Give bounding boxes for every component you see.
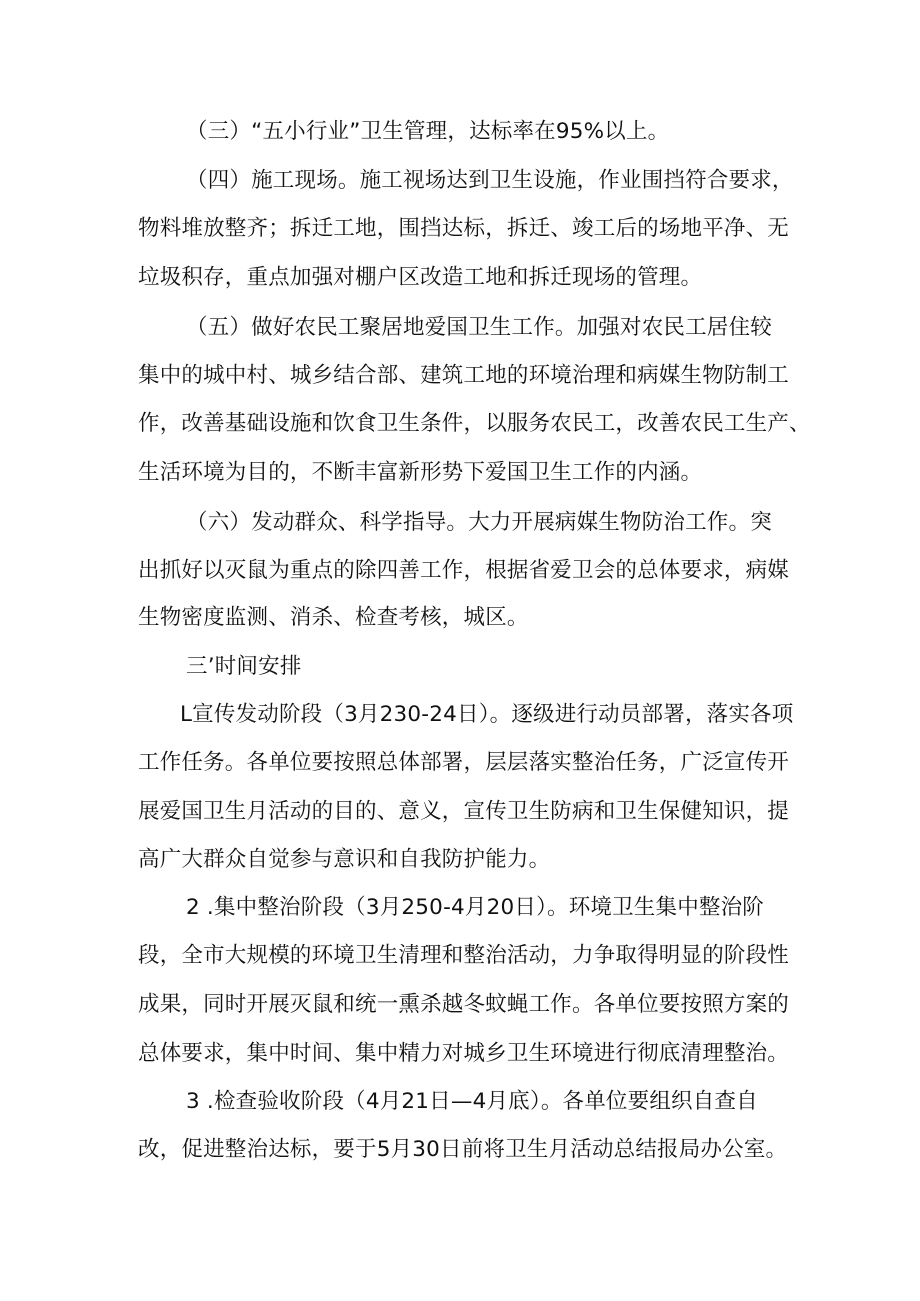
paragraph-line: （六）发动群众、科学指导。大力开展病媒生物防治工作。突 xyxy=(186,510,772,535)
paragraph-line: 出抓好以灭鼠为重点的除四善工作，根据省爱卫会的总体要求，病媒 xyxy=(138,558,790,583)
paragraph-line: 作，改善基础设施和饮食卫生条件，以服务农民工，改善农民工生产、 xyxy=(138,411,811,436)
paragraph-line: （三）“五小行业”卫生管理，达标率在95%以上。 xyxy=(186,119,670,144)
paragraph-line: 工作任务。各单位要按照总体部署，层层落实整治任务，广泛宣传开 xyxy=(138,750,790,775)
paragraph-line: 集中的城中村、城乡结合部、建筑工地的环境治理和病媒生物防制工 xyxy=(138,363,790,388)
paragraph-line: 展爱国卫生月活动的目的、意义，宣传卫生防病和卫生保健知识，提 xyxy=(138,799,790,824)
paragraph-line: 物料堆放整齐；拆迁工地，围挡达标，拆迁、竣工后的场地平净、无 xyxy=(138,216,790,241)
paragraph-line: 生活环境为目的，不断丰富新形势下爱国卫生工作的内涵。 xyxy=(138,460,703,485)
paragraph-line: 垃圾积存，重点加强对棚户区改造工地和拆迁现场的管理。 xyxy=(138,265,703,290)
paragraph-line: （五）做好农民工聚居地爱国卫生工作。加强对农民工居住较 xyxy=(186,315,772,340)
paragraph-line: 生物密度监测、消杀、检查考核，城区。 xyxy=(138,605,529,630)
paragraph-line: 3 .检查验收阶段（4月21日—4月底）。各单位要组织自查自 xyxy=(186,1089,758,1114)
section-heading: 三’时间安排 xyxy=(186,654,302,679)
paragraph-line: 成果，同时开展灭鼠和统一熏杀越冬蚊蝇工作。各单位要按照方案的 xyxy=(138,992,790,1017)
paragraph-line: （四）施工现场。施工视场达到卫生设施，作业围挡符合要求， xyxy=(186,168,794,193)
paragraph-line: 改，促进整治达标，要于5月30日前将卫生月活动总结报局办公室。 xyxy=(138,1137,788,1162)
paragraph-line: 总体要求，集中时间、集中精力对城乡卫生环境进行彻底清理整治。 xyxy=(138,1041,790,1066)
paragraph-line: L宣传发动阶段（3月230-24日）。逐级进行动员部署，落实各项 xyxy=(180,702,794,727)
paragraph-line: 2 .集中整治阶段（3月250-4月20日）。环境卫生集中整治阶 xyxy=(186,895,765,920)
paragraph-line: 高广大群众自觉参与意识和自我防护能力。 xyxy=(138,847,551,872)
paragraph-line: 段，全市大规模的环境卫生清理和整治活动，力争取得明显的阶段性 xyxy=(138,943,790,968)
